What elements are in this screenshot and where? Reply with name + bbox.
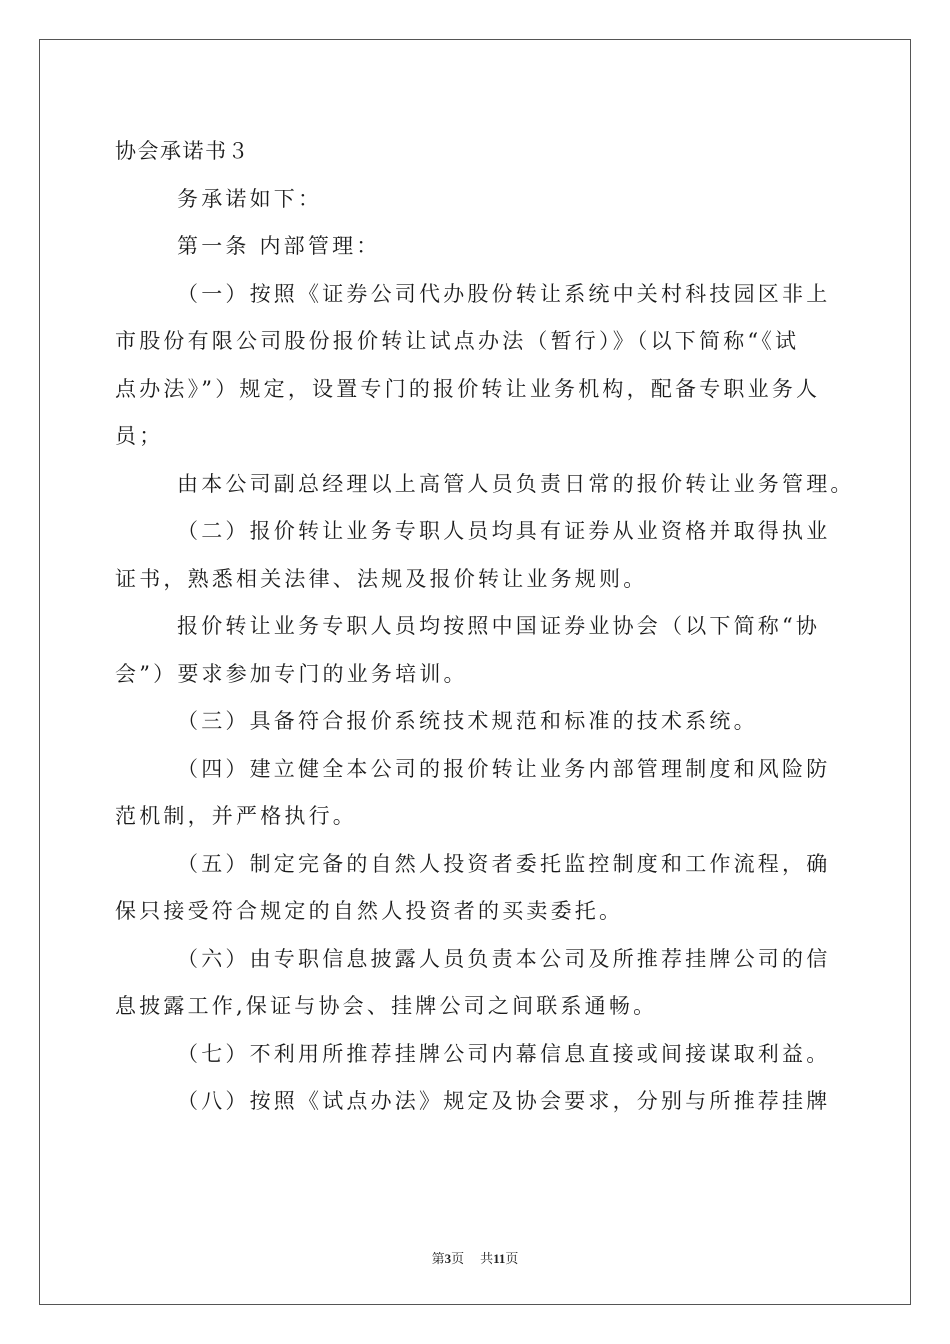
text-line: 第一条 内部管理：: [177, 234, 381, 258]
text-line: （一）按照《证券公司代办股份转让系统中关村科技园区非上: [177, 281, 831, 306]
text-line: （二）报价转让业务专职人员均具有证券从业资格并取得执业: [177, 519, 831, 543]
text-line: 市股份有限公司股份报价转让试点办法（暂行）》（以下简称“《试: [115, 329, 800, 353]
page-footer: [0, 1248, 950, 1267]
text-line: 息披露工作,保证与协会、挂牌公司之间联系通畅。: [115, 994, 658, 1018]
text-line: 报价转让业务专职人员均按照中国证券业协会（以下简称“协: [177, 614, 821, 638]
total-suffix: 页: [505, 1251, 519, 1266]
text-line: 务承诺如下：: [177, 186, 323, 211]
page-prefix: 第: [431, 1251, 445, 1266]
text-line: 会”）要求参加专门的业务培训。: [115, 661, 468, 686]
text-line: 保只接受符合规定的自然人投资者的买卖委托。: [115, 899, 624, 923]
text-line: 由本公司副总经理以上高管人员负责日常的报价转让业务管理。: [177, 471, 855, 496]
document-title: 协会承诺书３: [115, 139, 250, 163]
page-suffix: 页: [451, 1251, 465, 1266]
paragraph-lines: [115, 176, 855, 1126]
text-line: （三）具备符合报价系统技术规范和标准的技术系统。: [177, 709, 758, 733]
text-line: 范机制，并严格执行。: [115, 804, 357, 828]
text-line: 员；: [115, 424, 164, 448]
text-line: （八）按照《试点办法》规定及协会要求，分别与所推荐挂牌: [177, 1089, 831, 1113]
text-line: （五）制定完备的自然人投资者委托监控制度和工作流程，确: [177, 851, 831, 876]
total-pages: 11: [493, 1251, 506, 1266]
total-prefix: 共: [480, 1251, 494, 1266]
text-line: （六）由专职信息披露人员负责本公司及所推荐挂牌公司的信: [177, 946, 831, 971]
document-body: [115, 128, 855, 1126]
text-line: （七）不利用所推荐挂牌公司内幕信息直接或间接谋取利益。: [177, 1041, 831, 1066]
text-line: 证书，熟悉相关法律、法规及报价转让业务规则。: [115, 566, 648, 591]
text-line: （四）建立健全本公司的报价转让业务内部管理制度和风险防: [177, 756, 831, 781]
text-line: 点办法》”）规定，设置专门的报价转让业务机构，配备专职业务人: [115, 376, 821, 401]
page-number: 3: [444, 1251, 452, 1266]
